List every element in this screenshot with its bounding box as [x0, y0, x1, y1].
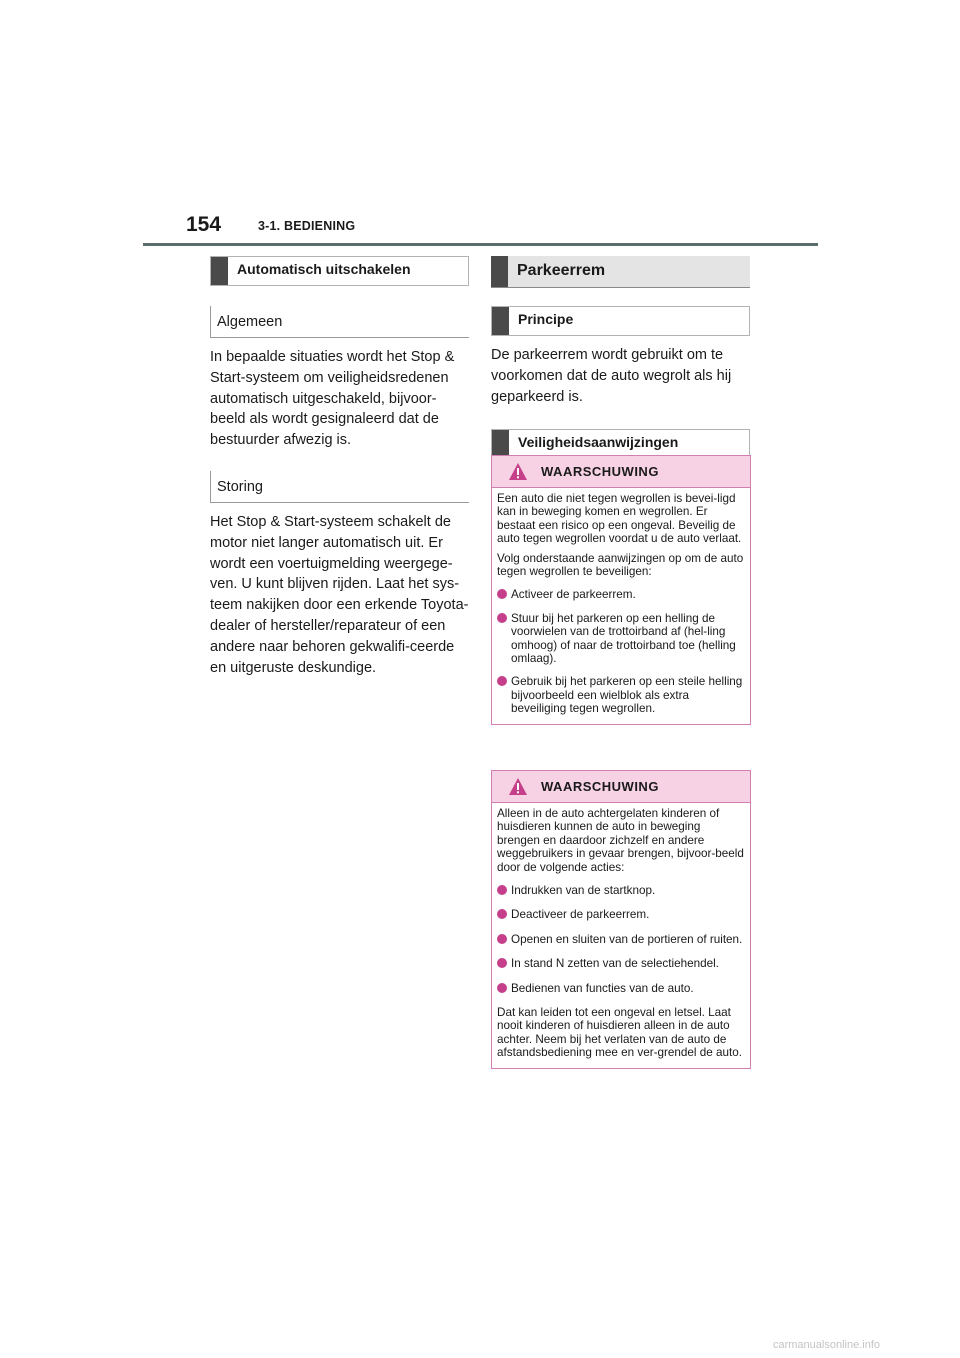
warning-box-children-pets [491, 770, 751, 1069]
right-column [491, 256, 750, 459]
subheading-text: Veiligheidsaanwijzingen [518, 434, 679, 451]
subheading-general: Algemeen [210, 306, 469, 338]
subheading-principle [491, 306, 750, 336]
heading-tab-marker [211, 257, 228, 285]
list-item [497, 884, 745, 897]
principle-paragraph: De parkeerrem wordt gebruikt om te voorkomen dat de auto wegrolt als hij geparkeerd is. [491, 347, 732, 405]
header-divider [143, 243, 818, 246]
warning-body [492, 803, 750, 1068]
bullet-dot-icon [497, 885, 507, 895]
bullet-dot-icon [497, 934, 507, 944]
list-item [497, 957, 745, 970]
section-heading-text: Parkeerrem [517, 262, 606, 279]
list-item [497, 908, 745, 921]
watermark: carmanualsonline.info [772, 1339, 880, 1351]
list-item-text: Indrukken van de startknop. [511, 884, 656, 898]
list-item [497, 933, 745, 946]
warning-outro: Dat kan leiden tot een ongeval en letsel. Laat nooit kinderen of huisdieren alleen in de auto achter. Neem bij het verlaten van de auto de afstandsbediening mee en ver-grendel de auto. [497, 1006, 742, 1060]
bullet-dot-icon [497, 958, 507, 968]
list-item [497, 588, 745, 601]
warning-intro: Alleen in de auto achtergelaten kinderen of huisdieren kunnen de auto in beweging brengen en daardoor zichzelf en andere weggebruikers in gevaar brengen, bijvoor-beeld door de volgende acties: [497, 807, 744, 874]
bullet-dot-icon [497, 676, 507, 686]
bullet-dot-icon [497, 589, 507, 599]
list-item-text: Activeer de parkeerrem. [511, 588, 636, 602]
section-heading-auto-shutdown [210, 256, 469, 286]
warning-intro-2: Volg onderstaande aanwijzingen op om de auto tegen wegrollen te beveiligen: [497, 551, 744, 579]
list-item [497, 675, 745, 715]
list-item-text: Deactiveer de parkeerrem. [511, 908, 650, 922]
warning-triangle-icon [509, 778, 527, 795]
list-item-text: Stuur bij het parkeren op een helling de voorwielen van de trottoirband af (hel-ling omhoog) of naar de trottoirband toe (helling omlaag). [511, 611, 736, 666]
section-heading-text: Automatisch uitschakelen [237, 261, 411, 277]
list-item-text: In stand N zetten van de selectiehendel. [511, 957, 719, 971]
fault-paragraph: Het Stop & Start-systeem schakelt de motor niet langer automatisch uit. Er wordt een voertuigmelding weergege-ven. U kunt blijven rijden. Laat het sys-teem nakijken door een erkende Toyota-dealer of hersteller/reparateur of een andere naar behoren gekwalifi-ceerde en uitgeruste deskundige. [210, 513, 469, 676]
general-paragraph: In bepaalde situaties wordt het Stop & Start-systeem om veiligheidsredenen automatisch uitgeschakeld, bijvoor-beeld als wordt gesignaleerd dat de bestuurder afwezig is. [210, 349, 455, 449]
subheading-text: Principe [518, 311, 574, 327]
list-item-text: Gebruik bij het parkeren op een steile helling bijvoorbeeld een wielblok als extra beveiliging tegen wegrollen. [511, 675, 743, 716]
heading-tab-marker [492, 307, 509, 335]
list-item [497, 612, 745, 666]
list-item-text: Bedienen van functies van de auto. [511, 981, 694, 995]
subheading-fault: Storing [210, 471, 469, 503]
list-item [497, 982, 745, 995]
warning-triangle-icon [509, 463, 527, 480]
warning-box-rolling [491, 455, 751, 725]
warning-title: WAARSCHUWING [541, 464, 659, 479]
page-number: 154 [186, 213, 222, 236]
list-item-text: Openen en sluiten van de portieren of ruiten. [511, 932, 743, 946]
bullet-dot-icon [497, 909, 507, 919]
heading-tab-marker [491, 256, 508, 287]
warning-header [492, 771, 750, 803]
bullet-dot-icon [497, 983, 507, 993]
warning-title: WAARSCHUWING [541, 779, 659, 794]
bullet-dot-icon [497, 613, 507, 623]
left-column [210, 256, 469, 678]
chapter-title: 3-1. BEDIENING [258, 219, 356, 233]
section-heading-parking-brake [491, 256, 750, 288]
warning-body [492, 488, 750, 724]
warning-header [492, 456, 750, 488]
warning-intro: Een auto die niet tegen wegrollen is bevei-ligd kan in beweging komen en wegrollen. Er bestaat een risico op een ongeval. Beveilig de auto tegen wegrollen voordat u de auto verlaat. [497, 492, 742, 546]
page-header [0, 0, 960, 250]
